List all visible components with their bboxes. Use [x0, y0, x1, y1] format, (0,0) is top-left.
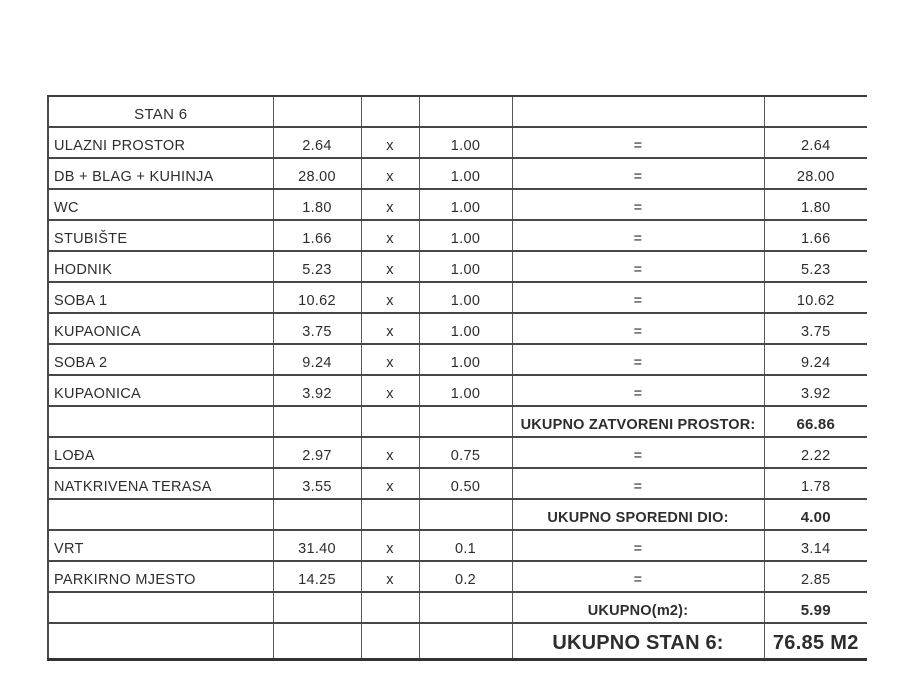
- coefficient-cell: 1.00: [419, 220, 512, 251]
- area-cell: 14.25: [273, 561, 361, 592]
- result-cell: 3.14: [764, 530, 867, 561]
- table-row: [48, 96, 867, 127]
- area-cell: 28.00: [273, 158, 361, 189]
- equals-label-cell: =: [512, 158, 764, 189]
- multiplier-cell: [361, 96, 419, 127]
- result-cell: 5.99: [764, 592, 867, 623]
- coefficient-cell: [419, 499, 512, 530]
- multiplier-cell: x: [361, 251, 419, 282]
- room-name-cell: STAN 6: [48, 96, 273, 127]
- multiplier-cell: x: [361, 344, 419, 375]
- table-row: [48, 251, 867, 282]
- room-name-cell: [48, 406, 273, 437]
- area-cell: [273, 96, 361, 127]
- table-row: [48, 282, 867, 313]
- multiplier-cell: x: [361, 437, 419, 468]
- equals-label-cell: =: [512, 375, 764, 406]
- multiplier-cell: x: [361, 127, 419, 158]
- coefficient-cell: 1.00: [419, 375, 512, 406]
- area-cell: 10.62: [273, 282, 361, 313]
- multiplier-cell: x: [361, 468, 419, 499]
- equals-label-cell: =: [512, 344, 764, 375]
- area-cell: [273, 623, 361, 660]
- table-row: [48, 313, 867, 344]
- result-cell: 4.00: [764, 499, 867, 530]
- coefficient-cell: 1.00: [419, 127, 512, 158]
- coefficient-cell: [419, 406, 512, 437]
- result-cell: 2.64: [764, 127, 867, 158]
- table-row: [48, 561, 867, 592]
- table-row: [48, 530, 867, 561]
- room-name-cell: DB + BLAG + KUHINJA: [48, 158, 273, 189]
- table-row: [48, 406, 867, 437]
- result-cell: 66.86: [764, 406, 867, 437]
- multiplier-cell: [361, 406, 419, 437]
- multiplier-cell: x: [361, 158, 419, 189]
- result-cell: 9.24: [764, 344, 867, 375]
- multiplier-cell: [361, 499, 419, 530]
- multiplier-cell: x: [361, 530, 419, 561]
- equals-label-cell: UKUPNO STAN 6:: [512, 623, 764, 660]
- area-cell: 3.55: [273, 468, 361, 499]
- result-cell: 10.62: [764, 282, 867, 313]
- equals-label-cell: =: [512, 530, 764, 561]
- result-cell: [764, 96, 867, 127]
- table-body: [48, 96, 867, 660]
- equals-label-cell: UKUPNO SPOREDNI DIO:: [512, 499, 764, 530]
- room-name-cell: ULAZNI PROSTOR: [48, 127, 273, 158]
- scanned-document-sheet: [47, 95, 867, 661]
- equals-label-cell: =: [512, 127, 764, 158]
- multiplier-cell: x: [361, 220, 419, 251]
- table-row: [48, 437, 867, 468]
- table-row: [48, 158, 867, 189]
- result-cell: 5.23: [764, 251, 867, 282]
- result-cell: 3.75: [764, 313, 867, 344]
- area-cell: 3.92: [273, 375, 361, 406]
- room-name-cell: VRT: [48, 530, 273, 561]
- table-row: [48, 220, 867, 251]
- result-cell: 1.80: [764, 189, 867, 220]
- table-row: [48, 189, 867, 220]
- multiplier-cell: x: [361, 282, 419, 313]
- room-name-cell: [48, 623, 273, 660]
- area-cell: 3.75: [273, 313, 361, 344]
- result-cell: 1.66: [764, 220, 867, 251]
- result-cell: 3.92: [764, 375, 867, 406]
- area-cell: 2.64: [273, 127, 361, 158]
- room-name-cell: LOĐA: [48, 437, 273, 468]
- coefficient-cell: [419, 623, 512, 660]
- area-cell: [273, 592, 361, 623]
- coefficient-cell: 1.00: [419, 313, 512, 344]
- result-cell: 1.78: [764, 468, 867, 499]
- equals-label-cell: =: [512, 282, 764, 313]
- multiplier-cell: [361, 592, 419, 623]
- room-name-cell: SOBA 1: [48, 282, 273, 313]
- equals-label-cell: [512, 96, 764, 127]
- equals-label-cell: =: [512, 437, 764, 468]
- table-row: [48, 375, 867, 406]
- multiplier-cell: [361, 623, 419, 660]
- area-cell: 1.66: [273, 220, 361, 251]
- coefficient-cell: 0.2: [419, 561, 512, 592]
- area-cell: 31.40: [273, 530, 361, 561]
- table-row: [48, 344, 867, 375]
- room-name-cell: KUPAONICA: [48, 375, 273, 406]
- coefficient-cell: 1.00: [419, 282, 512, 313]
- room-name-cell: STUBIŠTE: [48, 220, 273, 251]
- room-name-cell: NATKRIVENA TERASA: [48, 468, 273, 499]
- coefficient-cell: 1.00: [419, 251, 512, 282]
- coefficient-cell: 0.75: [419, 437, 512, 468]
- multiplier-cell: x: [361, 375, 419, 406]
- coefficient-cell: 0.50: [419, 468, 512, 499]
- area-cell: [273, 406, 361, 437]
- room-name-cell: [48, 592, 273, 623]
- equals-label-cell: =: [512, 189, 764, 220]
- table-row: [48, 592, 867, 623]
- area-calculation-table: [47, 95, 867, 661]
- equals-label-cell: =: [512, 220, 764, 251]
- equals-label-cell: =: [512, 251, 764, 282]
- result-cell: 2.85: [764, 561, 867, 592]
- table-row: [48, 499, 867, 530]
- area-cell: 1.80: [273, 189, 361, 220]
- area-cell: 5.23: [273, 251, 361, 282]
- multiplier-cell: x: [361, 313, 419, 344]
- result-cell: 2.22: [764, 437, 867, 468]
- room-name-cell: [48, 499, 273, 530]
- equals-label-cell: =: [512, 468, 764, 499]
- coefficient-cell: 1.00: [419, 344, 512, 375]
- table-row: [48, 623, 867, 660]
- room-name-cell: KUPAONICA: [48, 313, 273, 344]
- multiplier-cell: x: [361, 189, 419, 220]
- result-cell: 28.00: [764, 158, 867, 189]
- equals-label-cell: UKUPNO(m2):: [512, 592, 764, 623]
- multiplier-cell: x: [361, 561, 419, 592]
- coefficient-cell: [419, 592, 512, 623]
- coefficient-cell: [419, 96, 512, 127]
- area-cell: 2.97: [273, 437, 361, 468]
- table-row: [48, 468, 867, 499]
- area-cell: 9.24: [273, 344, 361, 375]
- coefficient-cell: 0.1: [419, 530, 512, 561]
- equals-label-cell: =: [512, 313, 764, 344]
- room-name-cell: WC: [48, 189, 273, 220]
- room-name-cell: HODNIK: [48, 251, 273, 282]
- room-name-cell: PARKIRNO MJESTO: [48, 561, 273, 592]
- coefficient-cell: 1.00: [419, 158, 512, 189]
- room-name-cell: SOBA 2: [48, 344, 273, 375]
- area-cell: [273, 499, 361, 530]
- table-row: [48, 127, 867, 158]
- equals-label-cell: UKUPNO ZATVORENI PROSTOR:: [512, 406, 764, 437]
- equals-label-cell: =: [512, 561, 764, 592]
- coefficient-cell: 1.00: [419, 189, 512, 220]
- result-cell: 76.85 M2: [764, 623, 867, 660]
